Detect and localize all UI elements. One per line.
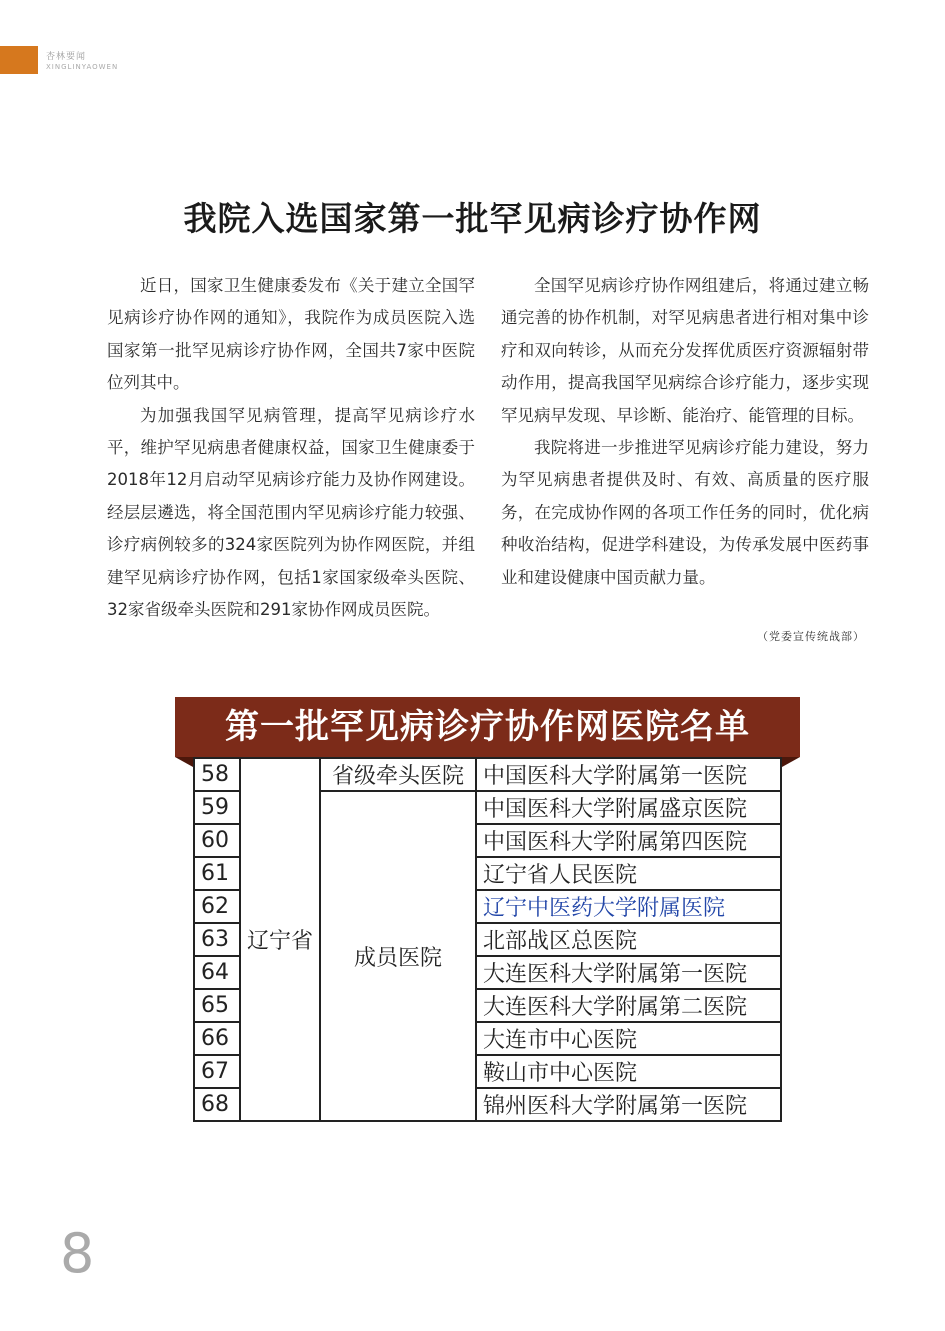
hospital-name: 辽宁省人民医院 [476, 857, 781, 890]
article-paragraph: 近日，国家卫生健康委发布《关于建立全国罕见病诊疗协作网的通知》，我院作为成员医院入选国家第一批罕见病诊疗协作网，全国共7家中医院位列其中。 [107, 276, 475, 393]
row-number: 59 [194, 791, 240, 824]
hospital-name: 锦州医科大学附属第一医院 [476, 1088, 781, 1121]
province-cell: 辽宁省 [240, 758, 320, 1121]
row-number: 61 [194, 857, 240, 890]
row-number: 62 [194, 890, 240, 923]
article-title: 我院入选国家第一批罕见病诊疗协作网 [183, 199, 762, 238]
hospital-name: 辽宁中医药大学附属医院 [476, 890, 781, 923]
hospital-name: 大连市中心医院 [476, 1022, 781, 1055]
row-number: 67 [194, 1055, 240, 1088]
lead-category-cell: 省级牵头医院 [320, 758, 476, 791]
member-category-cell: 成员医院 [320, 791, 476, 1121]
hospital-name: 中国医科大学附属第一医院 [476, 758, 781, 791]
section-name: 杏林要闻 [46, 52, 87, 62]
hospital-name: 中国医科大学附属盛京医院 [476, 791, 781, 824]
hospital-name: 北部战区总医院 [476, 923, 781, 956]
hospital-name: 大连医科大学附属第二医院 [476, 989, 781, 1022]
article-byline: （党委宣传统战部） [757, 630, 865, 643]
hospital-name: 大连医科大学附属第一医院 [476, 956, 781, 989]
table-row [194, 758, 781, 791]
hospital-name: 鞍山市中心医院 [476, 1055, 781, 1088]
hospital-list-table [193, 757, 782, 1122]
page-number: 8 [60, 1222, 95, 1285]
article-paragraph: 我院将进一步推进罕见病诊疗能力建设，努力为罕见病患者提供及时、有效、高质量的医疗服务，在完成协作网的各项工作任务的同时，优化病种收治结构，促进学科建设，为传承发展中医药事业和建设健康中国贡献力量。 [501, 438, 869, 587]
row-number: 63 [194, 923, 240, 956]
row-number: 66 [194, 1022, 240, 1055]
article-column-right [501, 270, 869, 594]
section-color-block [0, 46, 38, 74]
row-number: 65 [194, 989, 240, 1022]
banner-fold-right [782, 757, 800, 767]
row-number: 64 [194, 956, 240, 989]
hospital-name: 中国医科大学附属第四医院 [476, 824, 781, 857]
banner-fold-left [175, 757, 193, 767]
row-number: 58 [194, 758, 240, 791]
article-paragraph: 全国罕见病诊疗协作网组建后，将通过建立畅通完善的协作机制，对罕见病患者进行相对集中诊疗和双向转诊，从而充分发挥优质医疗资源辐射带动作用，提高我国罕见病综合诊疗能力，逐步实现罕见病早发现、早诊断、能治疗、能管理的目标。 [501, 276, 869, 425]
row-number: 60 [194, 824, 240, 857]
row-number: 68 [194, 1088, 240, 1121]
article-column-left [107, 270, 475, 626]
article-paragraph: 为加强我国罕见病管理，提高罕见病诊疗水平，维护罕见病患者健康权益，国家卫生健康委于2018年12月启动罕见病诊疗能力及协作网建设。经层层遴选，将全国范围内罕见病诊疗能力较强、诊疗病例较多的324家医院列为协作网医院，并组建罕见病诊疗协作网，包括1家国家级牵头医院、32家省级牵头医院和291家协作网成员医院。 [107, 405, 475, 620]
table-banner: 第一批罕见病诊疗协作网医院名单 [175, 697, 800, 757]
section-name-pinyin: XINGLINYAOWEN [46, 63, 119, 71]
